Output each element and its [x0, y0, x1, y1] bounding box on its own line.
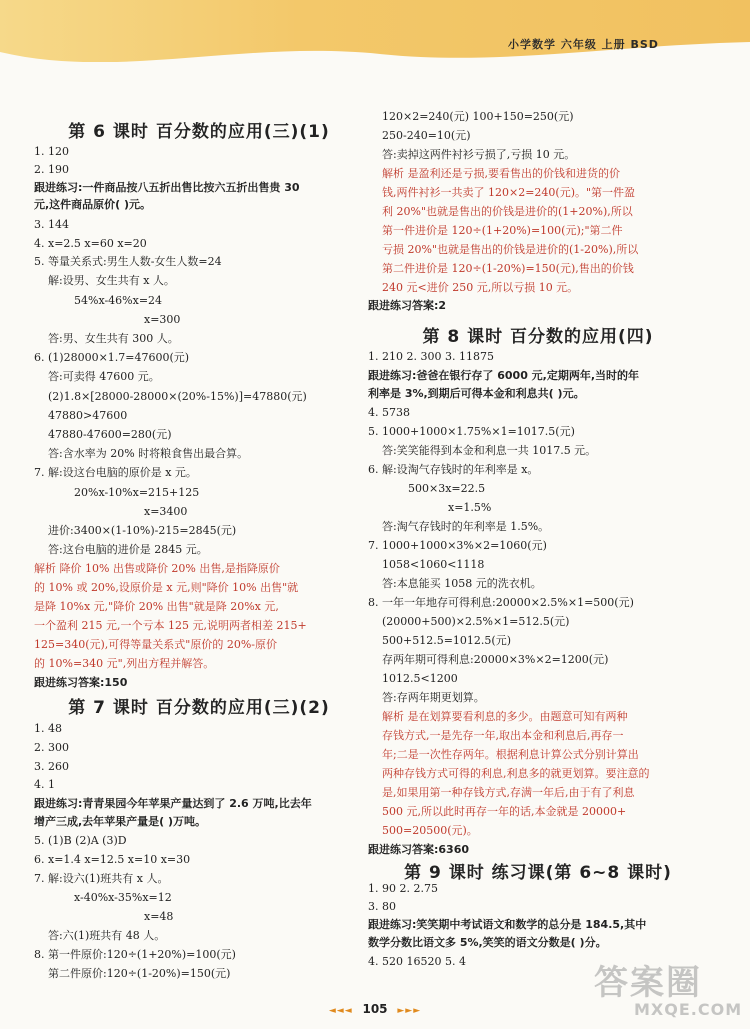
next-arrows-icon: ►►►: [397, 1006, 422, 1016]
analysis-line: 存钱方式,一是先存一年,取出本金和利息后,再存一: [382, 729, 624, 742]
answer-line: 进价:3400×(1-10%)-215=2845(元): [48, 524, 237, 537]
answer-line: 8. 一年一年地存可得利息:20000×2.5%×1=500(元): [368, 596, 634, 609]
lesson-7-title: 第 7 课时 百分数的应用(三)(2): [68, 698, 330, 718]
practice-answer: 跟进练习答案:2: [368, 299, 447, 312]
analysis-line: 是降 10%x 元,"降价 20% 出售"就是降 20%x 元,: [34, 600, 279, 613]
watermark-domain: MXQE.COM: [634, 1000, 743, 1019]
answer-line: 答:卖掉这两件衬衫亏损了,亏损 10 元。: [382, 148, 576, 161]
lesson-8-title: 第 8 课时 百分数的应用(四): [422, 327, 654, 347]
practice-line: 数学分数比语文多 5%,笑笑的语文分数是( )分。: [368, 936, 607, 949]
analysis-line: 解析 降价 10% 出售或降价 20% 出售,是指降原价: [34, 562, 280, 575]
answer-line: 1058<1060<1118: [382, 558, 485, 571]
practice-answer: 跟进练习答案:6360: [368, 843, 470, 856]
page-number: 105: [362, 1002, 388, 1016]
answer-line: 47880-47600=280(元): [48, 428, 172, 441]
practice-line: 跟进练习:一件商品按八五折出售比按六五折出售贵 30: [34, 181, 300, 194]
answer-line: 答:本息能买 1058 元的洗衣机。: [382, 577, 542, 590]
answer-line: 4. 1: [34, 778, 55, 791]
answer-line: 7. 解:设这台电脑的原价是 x 元。: [34, 466, 197, 479]
equation-line: 54%x-46%x=24: [74, 294, 163, 307]
answer-line: 答:存两年期更划算。: [382, 691, 485, 704]
answer-line: 5. 1000+1000×1.75%×1=1017.5(元): [368, 425, 575, 438]
analysis-line: 年;二是一次性存两年。根据利息计算公式分别计算出: [382, 748, 639, 761]
answer-line: 答:男、女生共有 300 人。: [48, 332, 179, 345]
analysis-line: 500 元,所以此时再存一年的话,本金就是 20000+: [382, 805, 627, 818]
equation-line: x=300: [144, 313, 181, 326]
answer-line: 答:可卖得 47600 元。: [48, 370, 160, 383]
answer-line: 500+512.5=1012.5(元): [382, 634, 511, 647]
analysis-line: 亏损 20%"也就是售出的价钱是进价的(1-20%),所以: [382, 243, 639, 256]
analysis-line: 解析 是在划算要看利息的多少。由题意可知有两种: [382, 710, 628, 723]
answer-line: 存两年期可得利息:20000×3%×2=1200(元): [382, 653, 609, 666]
analysis-line: 钱,两件衬衫一共卖了 120×2=240(元)。"第一件盈: [382, 186, 636, 199]
answer-line: 250-240=10(元): [382, 129, 471, 142]
lesson-9-title: 第 9 课时 练习课(第 6~8 课时): [404, 863, 672, 883]
analysis-line: 一个盈利 215 元,一个亏本 125 元,说明两者相差 215+: [34, 619, 307, 632]
answer-line: 4. 5738: [368, 406, 410, 419]
equation-line: x=1.5%: [448, 501, 492, 514]
practice-line: 跟进练习:青青果园今年苹果产量达到了 2.6 万吨,比去年: [34, 797, 312, 810]
answer-line: 6. x=1.4 x=12.5 x=10 x=30: [34, 853, 191, 866]
book-title: 小学数学 六年级 上册 BSD: [508, 38, 659, 51]
equation-line: 20%x-10%x=215+125: [74, 486, 200, 499]
answer-line: 3. 80: [368, 900, 396, 913]
answer-line: 3. 144: [34, 218, 69, 231]
answer-line: 1. 90 2. 2.75: [368, 882, 438, 895]
answer-line: (20000+500)×2.5%×1=512.5(元): [382, 615, 570, 628]
analysis-line: 利 20%"也就是售出的价钱是进价的(1+20%),所以: [382, 205, 633, 218]
answer-line: 1. 48: [34, 722, 62, 735]
equation-line: 500×3x=22.5: [408, 482, 486, 495]
answer-line: 6. (1)28000×1.7=47600(元): [34, 351, 190, 364]
answer-line: 3. 260: [34, 760, 69, 773]
answer-line: 5. 等量关系式:男生人数-女生人数=24: [34, 255, 222, 268]
answer-line: 解:设男、女生共有 x 人。: [48, 274, 175, 287]
analysis-line: 第一件进价是 120÷(1+20%)=100(元);"第二件: [382, 224, 623, 237]
practice-line: 利率是 3%,到期后可得本金和利息共( )元。: [368, 387, 585, 400]
equation-line: x-40%x-35%x=12: [74, 891, 172, 904]
answer-line: 答:含水率为 20% 时将粮食售出最合算。: [48, 447, 249, 460]
answer-line: 答:六(1)班共有 48 人。: [48, 929, 166, 942]
analysis-line: 是,如果用第一种存钱方式,存满一年后,由于有了利息: [382, 786, 635, 799]
analysis-line: 解析 是盈利还是亏损,要看售出的价钱和进货的价: [382, 167, 620, 180]
answer-line: 答:这台电脑的进价是 2845 元。: [48, 543, 208, 556]
analysis-line: 500=20500(元)。: [382, 824, 478, 837]
answer-line: 8. 第一件原价:120÷(1+20%)=100(元): [34, 948, 236, 961]
analysis-line: 两种存钱方式可得的利息,利息多的就更划算。要注意的: [382, 767, 650, 780]
practice-line: 元,这件商品原价( )元。: [34, 198, 152, 211]
answer-line: 7. 1000+1000×3%×2=1060(元): [368, 539, 547, 552]
answer-line: 4. x=2.5 x=60 x=20: [34, 237, 147, 250]
equation-line: x=48: [144, 910, 174, 923]
answer-line: 1. 120: [34, 145, 69, 158]
answer-line: 6. 解:设淘气存钱时的年利率是 x。: [368, 463, 539, 476]
lesson-6-title: 第 6 课时 百分数的应用(三)(1): [68, 122, 330, 142]
analysis-line: 的 10%=340 元",列出方程并解答。: [34, 657, 215, 670]
answer-line: 2. 300: [34, 741, 69, 754]
analysis-line: 第二件进价是 120÷(1-20%)=150(元),售出的价钱: [382, 262, 634, 275]
prev-arrows-icon: ◄◄◄: [328, 1006, 353, 1016]
answer-line: 1. 210 2. 300 3. 11875: [368, 350, 494, 363]
analysis-line: 125=340(元),可得等量关系式"原价的 20%-原价: [34, 638, 278, 651]
answer-line: 4. 520 16520 5. 4: [368, 955, 466, 968]
answer-line: 第二件原价:120÷(1-20%)=150(元): [48, 967, 231, 980]
answer-line: 答:笑笑能得到本金和利息一共 1017.5 元。: [382, 444, 597, 457]
answer-line: 1012.5<1200: [382, 672, 458, 685]
practice-line: 跟进练习:爸爸在银行存了 6000 元,定期两年,当时的年: [368, 369, 640, 382]
answer-line: 5. (1)B (2)A (3)D: [34, 834, 127, 847]
answer-line: 答:淘气存钱时的年利率是 1.5%。: [382, 520, 550, 533]
answer-line: 7. 解:设六(1)班共有 x 人。: [34, 872, 169, 885]
analysis-line: 240 元<进价 250 元,所以亏损 10 元。: [382, 281, 579, 294]
answer-line: 120×2=240(元) 100+150=250(元): [382, 110, 574, 123]
answer-line: (2)1.8×[28000-28000×(20%-15%)]=47880(元): [48, 390, 307, 403]
watermark-brand: 答案圈: [594, 963, 702, 1003]
practice-line: 增产三成,去年苹果产量是( )万吨。: [34, 815, 207, 828]
analysis-line: 的 10% 或 20%,设原价是 x 元,则"降价 10% 出售"就: [34, 581, 299, 594]
watermark: [594, 955, 744, 1025]
answer-line: 2. 190: [34, 163, 69, 176]
practice-answer: 跟进练习答案:150: [34, 676, 128, 689]
answer-line: 47880>47600: [48, 409, 128, 422]
equation-line: x=3400: [144, 505, 188, 518]
practice-line: 跟进练习:笑笑期中考试语文和数学的总分是 184.5,其中: [368, 918, 647, 931]
